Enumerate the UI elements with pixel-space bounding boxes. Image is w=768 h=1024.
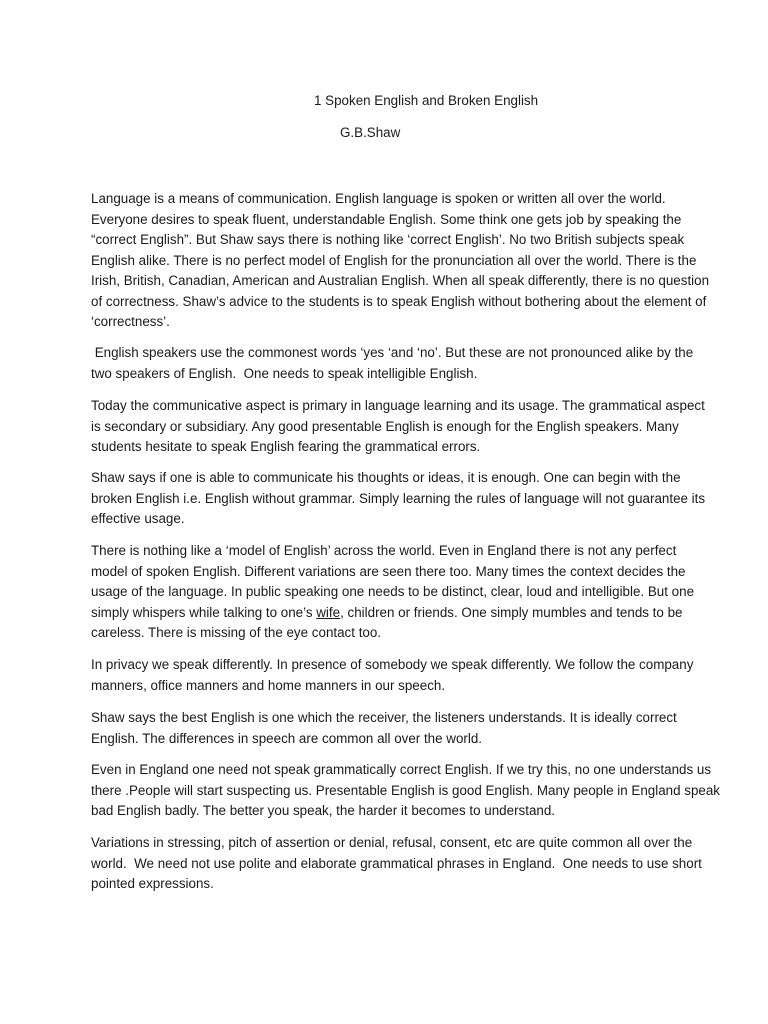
text-line: usage of the language. In public speaking one needs to be distinct, clear, loud and intelligible. But one — [91, 584, 695, 599]
text-line — [91, 603, 691, 624]
text-line: broken English i.e. English without grammar. Simply learning the rules of language will not guarantee its — [91, 490, 706, 506]
text-line: students hesitate to speak English fearing the grammatical errors. — [91, 439, 481, 454]
text-line: ‘correctness’. — [91, 314, 170, 329]
text-line: There is nothing like a ‘model of English’ across the world. Even in England there is not any perfect — [91, 543, 677, 558]
text-line: effective usage. — [91, 511, 185, 526]
paragraph-6 — [91, 655, 694, 696]
text-line: careless. There is missing of the eye contact too. — [91, 625, 382, 640]
text-line: In privacy we speak differently. In presence of somebody we speak differently. We follow the company — [91, 657, 694, 672]
paragraph-2 — [91, 343, 694, 384]
text-line: manners, office manners and home manners in our speech. — [91, 677, 446, 693]
text-line: is secondary or subsidiary. Any good presentable English is enough for the English speakers. Many — [91, 418, 679, 434]
text-line: English speakers use the commonest words ‘yes ‘and ‘no’. But these are not pronounced alike by the — [91, 345, 694, 360]
text-line: Everyone desires to speak fluent, understandable English. Some think one gets job by speaking the — [91, 211, 682, 227]
text-line: two speakers of English. One needs to speak intelligible English. — [91, 365, 478, 381]
text-line: Irish, British, Canadian, American and Australian English. When all speak differently, there is no question — [91, 273, 710, 288]
paragraph-8 — [91, 760, 720, 822]
paragraph-1 — [91, 189, 710, 333]
text-line: there .People will start suspecting us. Presentable English is good English. Many people in England speak — [91, 782, 720, 798]
paragraph-5 — [91, 541, 695, 644]
text-line: pointed expressions. — [91, 876, 214, 891]
text-line: Shaw says if one is able to communicate his thoughts or ideas, it is enough. One can begin with the — [91, 470, 681, 485]
text-line: bad English badly. The better you speak, the harder it becomes to understand. — [91, 803, 556, 818]
text-line: English alike. There is no perfect model of English for the pronunciation all over the world. There is the — [91, 252, 697, 268]
text-line: Language is a means of communication. English language is spoken or written all over the world. — [91, 191, 666, 206]
text-line: Even in England one need not speak grammatically correct English. If we try this, no one understands us — [91, 762, 712, 777]
text-line: Shaw says the best English is one which the receiver, the listeners understands. It is ideally correct — [91, 710, 677, 725]
document-title: 1 Spoken English and Broken English — [314, 93, 539, 108]
text-line: Variations in stressing, pitch of assertion or denial, refusal, consent, etc are quite common all over the — [91, 835, 693, 850]
text-line: model of spoken English. Different variations are seen there too. Many times the context decides the — [91, 563, 686, 579]
paragraph-7 — [91, 708, 691, 749]
paragraph-3 — [91, 396, 705, 458]
text-line: world. We need not use polite and elaborate grammatical phrases in England. One needs to use short — [91, 855, 702, 871]
paragraph-4 — [91, 468, 706, 530]
text-fragment: , children or friends. One simply mumbles and tends to be — [340, 604, 683, 620]
underlined-word: wife — [316, 604, 341, 620]
text-line: English. The differences in speech are common all over the world. — [91, 730, 483, 746]
text-fragment: simply whispers while talking to one’s — [91, 604, 317, 620]
text-line: of correctness. Shaw’s advice to the students is to speak English without bothering about the element of — [91, 293, 707, 309]
document-author: G.B.Shaw — [340, 125, 401, 140]
text-line: Today the communicative aspect is primary in language learning and its usage. The grammatical aspect — [91, 398, 705, 413]
paragraph-9 — [91, 833, 702, 895]
text-line: “correct English”. But Shaw says there is nothing like ‘correct English’. No two British subjects speak — [91, 232, 685, 247]
